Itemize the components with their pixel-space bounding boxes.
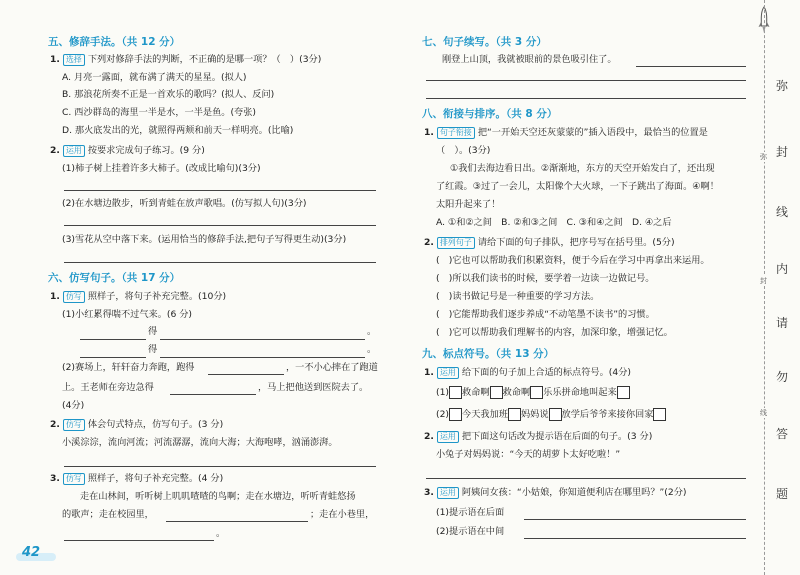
binding-char: 封 [776,145,789,159]
period: 。 [367,344,377,355]
sort-item: ( )它能帮助我们逐步养成“不动笔墨不读书”的习惯。 [436,309,655,320]
continuation-prompt: 刚登上山顶，我就被眼前的景色吸引住了。 [442,54,617,65]
question-tag: 运用 [437,431,459,443]
binding-char: 勿 [776,370,789,384]
example-sentence: 小溪淙淙，流向河流；河流潺潺，流向大海；大海咆哮，汹涌澎湃。 [62,437,338,448]
answer-line[interactable] [426,80,746,81]
text-line-2-a: 的歌声；走在校园里， [62,509,154,520]
answer-line[interactable] [426,98,746,99]
punctuation-box[interactable] [530,386,543,399]
binding-char: 线 [776,205,789,219]
question-text: 请给下面的句子排队，把序号写在括号里。(5分) [477,237,675,248]
question-text: 下列对修辞手法的判断，不正确的是哪一项？（ ）(3分) [87,54,322,65]
section-7-title: 七、句子续写。（共 3 分） [422,36,547,48]
choice-options: A. ①和②之间 B. ②和③之间 C. ③和④之间 D. ④之后 [436,217,672,228]
question-number: 2. [50,145,60,156]
binding-tiny-char: 弥 [760,153,767,161]
binding-char: 内 [776,262,789,276]
binding-margin [745,0,800,575]
question-6-2 [50,419,223,431]
question-number: 2. [424,237,434,248]
section-6-title: 六、仿写句子。（共 17 分） [48,272,181,284]
answer-line[interactable] [64,225,376,226]
question-text: 把“一开始天空还灰蒙蒙的”插入语段中，最恰当的位置是 [477,127,708,138]
passage-line-2: 了红霞。③过了一会儿，太阳像个大火球，一下子跳出了海面。④啊！ [436,181,719,192]
question-text: 给下面的句子加上合适的标点符号。(4分) [461,367,632,378]
binding-char: 题 [776,487,789,501]
question-text: 照样子，将句子补充完整。(4 分) [87,473,224,484]
question-8-1 [424,127,708,139]
question-number: 2. [424,431,434,442]
question-text: 照样子，将句子补充完整。(10分) [87,291,227,302]
option-c: C. 西沙群岛的海里一半是水，一半是鱼。(夸张) [62,107,256,118]
section-8-title: 八、衔接与排序。（共 8 分） [422,108,558,120]
subquestion-2-cont2: 上。王老师在旁边急得 [62,382,154,393]
punctuation-line-1: (1) 救命啊 救命啊 乐乐拼命地叫起来 [436,386,630,400]
answer-line[interactable] [208,374,284,375]
punctuation-box[interactable] [549,408,562,421]
subquestion-2-cont: ，一不小心摔在了跑道 [286,362,378,373]
binding-tiny-char: 线 [760,409,767,417]
page-number: 42 [22,545,41,560]
question-number: 3. [424,487,434,498]
question-tag: 句子衔接 [437,127,475,139]
sort-item: ( )所以我们读书的时候，要学着一边读一边做记号。 [436,273,655,284]
binding-char: 答 [776,427,789,441]
binding-char: 请 [776,316,789,330]
answer-line[interactable] [426,478,746,479]
answer-line[interactable] [524,538,746,539]
answer-line[interactable] [64,190,376,191]
answer-line[interactable] [170,394,256,395]
subquestion-2: (2)在水塘边散步，听到青蛙在放声歌唱。(仿写拟人句)(3分) [62,198,307,209]
question-9-2 [424,431,652,443]
text-line-1: 走在山林间，听听树上叽叽喳喳的鸟啊；走在水塘边，听听青蛙悠扬 [80,491,356,502]
question-text: 按要求完成句子练习。(9 分) [87,145,205,156]
right-page [400,0,745,575]
passage-line-1: ①我们去海边看日出。②渐渐地，东方的天空开始发白了，还出现 [450,163,715,174]
question-tag: 排列句子 [437,237,475,249]
option-b: B. 那浪花所奏不正是一首欢乐的歌吗？(拟人、反问) [62,89,275,100]
points: (4分) [62,400,85,411]
answer-line[interactable] [636,66,746,67]
answer-line[interactable] [80,357,146,358]
punctuation-line-2: (2) 今天我加班 妈妈说 放学后爷爷来接你回家 [436,408,666,422]
binding-tiny-char: 封 [760,277,767,285]
question-tag: 运用 [63,145,85,157]
char-de: 得 [148,326,158,337]
answer-line[interactable] [64,466,376,467]
question-number: 1. [50,291,60,302]
question-9-1 [424,367,631,379]
punctuation-box[interactable] [490,386,503,399]
sort-item: ( )它可以帮助我们理解书的内容，加深印象，增强记忆。 [436,327,673,338]
text-line-2-b: ；走在小巷里， [310,509,375,520]
answer-line[interactable] [160,357,365,358]
punctuation-box[interactable] [508,408,521,421]
question-5-2 [50,145,205,157]
answer-line[interactable] [160,339,365,340]
sort-item: ( )读书做记号是一种重要的学习方法。 [436,291,600,302]
question-number: 1. [424,127,434,138]
question-number: 1. [50,54,60,65]
period: 。 [367,326,377,337]
question-5-1 [50,54,321,66]
question-tag: 仿写 [63,291,85,303]
answer-line[interactable] [64,262,376,263]
section-5-title: 五、修辞手法。（共 12 分） [48,36,181,48]
question-8-2 [424,237,675,249]
option-d: D. 那火底发出的光，就照得两颊和前天一样明亮。(比喻) [62,125,294,136]
subquestion-1: (1)柿子树上挂着许多大柿子。(改成比喻句)(3分) [62,163,261,174]
punctuation-box[interactable] [617,386,630,399]
subquestion-3: (3)雪花从空中落下来。(运用恰当的修辞手法,把句子写得更生动)(3分) [62,234,347,245]
punctuation-box[interactable] [653,408,666,421]
question-6-1 [50,291,226,303]
subquestion-1: (1)小红累得喘不过气来。(6 分) [62,309,193,320]
answer-line[interactable] [166,521,308,522]
subquestion-2-end: ，马上把他送到医院去了。 [258,382,369,393]
binding-char: 弥 [776,79,789,93]
example-sentence: 小兔子对妈妈说：“今天的胡萝卜太好吃啦！” [436,449,621,460]
sort-item: ( )它也可以帮助我们积累资料，便于今后在学习中再拿出来运用。 [436,255,710,266]
subquestion-2-start: (2)赛场上，轩轩奋力奔跑，跑得 [62,362,195,373]
question-text: 体会句式特点，仿写句子。(3 分) [87,419,224,430]
answer-line[interactable] [524,519,746,520]
section-9-title: 九、标点符号。（共 13 分） [422,348,555,360]
question-text: 阿姨问女孩：“小姑娘，你知道便利店在哪里吗？”(2分) [461,487,687,498]
dashed-cut-line [764,0,765,575]
question-number: 2. [50,419,60,430]
question-text: 把下面这句话改为提示语在后面的句子。(3 分) [461,431,653,442]
question-number: 1. [424,367,434,378]
question-tag: 仿写 [63,419,85,431]
question-number: 3. [50,473,60,484]
answer-line[interactable] [64,540,214,541]
period: 。 [216,528,226,539]
answer-paren: （ ）。(3分) [436,145,491,156]
subquestion-1: (1)提示语在后面 [436,507,505,518]
char-de: 得 [148,344,158,355]
question-6-3 [50,473,223,485]
question-tag: 选择 [63,54,85,66]
question-tag: 仿写 [63,473,85,485]
option-a: A. 月亮一露面，就布满了满天的星星。(拟人) [62,72,247,83]
question-tag: 运用 [437,367,459,379]
question-9-3 [424,487,686,499]
answer-line[interactable] [80,339,146,340]
question-tag: 运用 [437,487,459,499]
punctuation-box[interactable] [449,408,462,421]
passage-line-3: 太阳升起来了！ [436,199,501,210]
punctuation-box[interactable] [449,386,462,399]
subquestion-2: (2)提示语在中间 [436,526,505,537]
